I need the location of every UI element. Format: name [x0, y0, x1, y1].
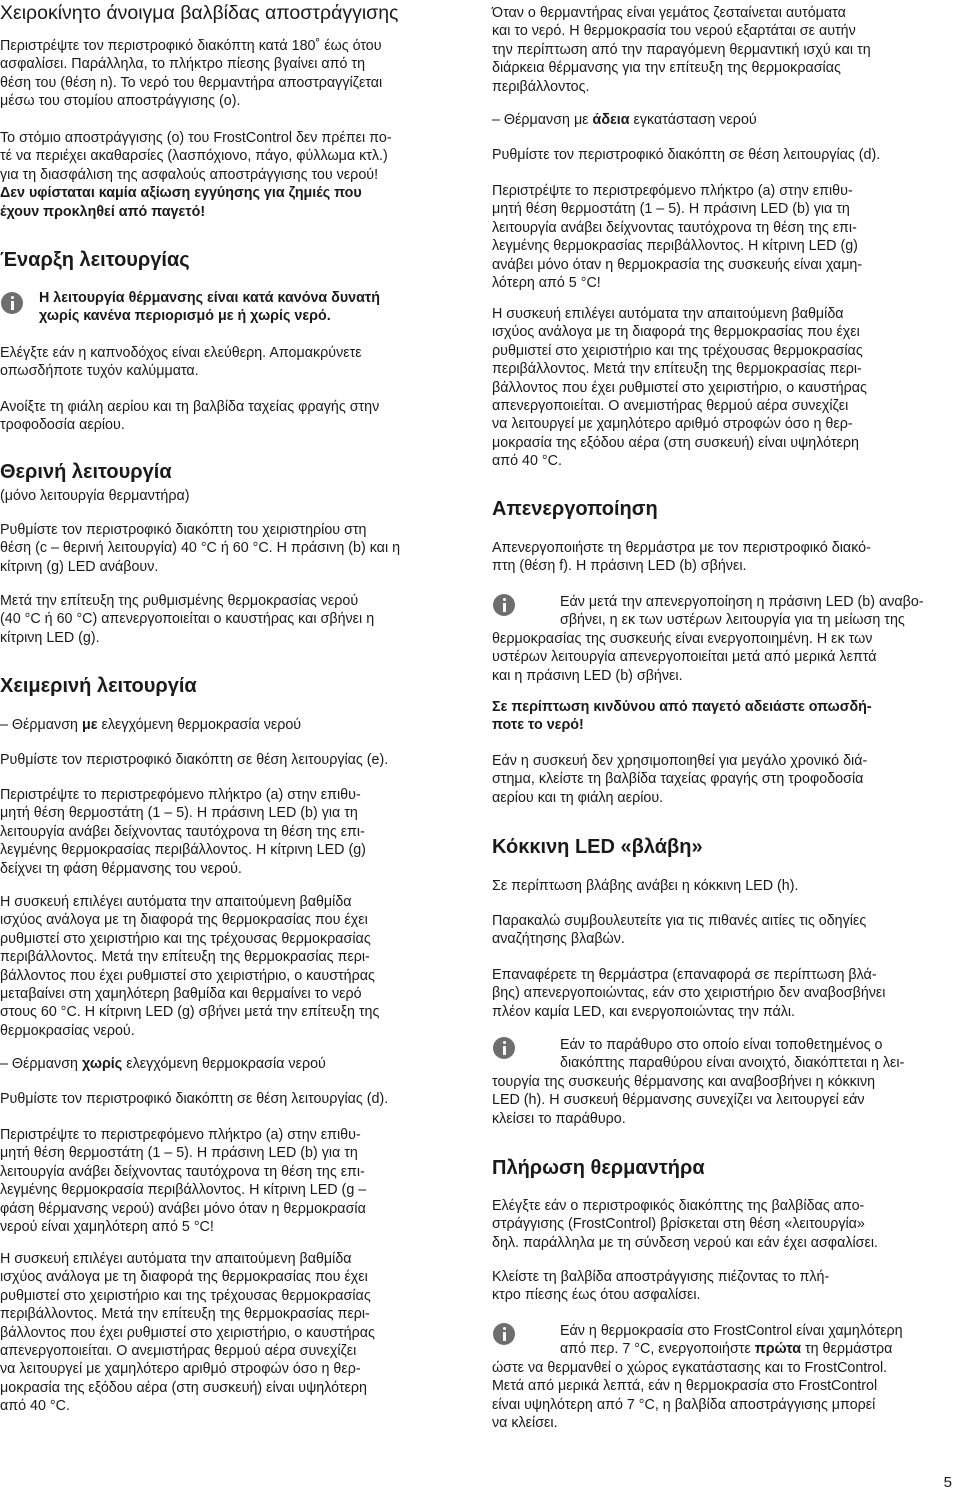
note-low-temperature: Εάν η θερμοκρασία στο FrostControl είναι χαμηλότερη από περ. 7 °C, ενεργοποιήστε πρώτα τη θερμάστρα ώστε να θερμανθεί ο χώρος εγκατάστασης και το FrostControl. Μετά από μερικά λεπτά, εάν η θερμοκρασία στο FrostControl είναι υψηλότερη από 7 °C, η βαλβίδα αποστράγγισης μπορεί να κλείσει.: [492, 1323, 903, 1432]
heading-red-led: Κόκκινη LED «βλάβη»: [492, 836, 703, 858]
paragraph-set-position-d: Ρυθμίστε τον περιστροφικό διακόπτη σε θέση λειτουργίας (d).: [0, 1091, 389, 1107]
paragraph-check-frostcontrol: Ελέγξτε εάν ο περιστροφικός διακόπτης της βαλβίδας απο- στράγγισης (FrostControl) βρίσκεται στη θέση «λειτουργία» δηλ. παράλληλα με τη σύνδεση νερού και εάν έχει ασφαλίσει.: [492, 1198, 879, 1251]
paragraph-auto-power-e: Η συσκευή επιλέγει αυτόματα την απαιτούμενη βαθμίδα ισχύος ανάλογα με τη διαφορά της θερμοκρασίας που έχει ρυθμιστεί στο χειριστήριο και της τρέχουσας θερμοκρασίας περιβάλλοντος. Μετά την επίτευξη της θερμοκρασίας περι- βάλλοντος που έχει ρυθμιστεί στο χειριστήριο, ο καυστήρας μεταβαίνει στη χαμηλότερη βαθμίδα και θερμαίνει το νερό στους 60 °C. Η κίτρινη LED (g) σβήνει μετά την επίτευξη της θερμοκρασίας νερού.: [0, 894, 380, 1039]
heading-manual-drain: Χειροκίνητο άνοιγμα βαλβίδας αποστράγγισης: [0, 2, 399, 24]
note-start-operation: Η λειτουργία θέρμανσης είναι κατά κανόνα δυνατή χωρίς κανένα περιορισμό με ή χωρίς νερό.: [39, 290, 381, 325]
paragraph-open-gas: Ανοίξτε τη φιάλη αερίου και τη βαλβίδα ταχείας φραγής στην τροφοδοσία αερίου.: [0, 399, 380, 434]
heading-switch-off: Απενεργοποίηση: [492, 498, 658, 520]
heading-winter-operation: Χειμερινή λειτουργία: [0, 675, 197, 697]
paragraph-summer-reached: Μετά την επίτευξη της ρυθμισμένης θερμοκρασίας νερού (40 °C ή 60 °C) απενεργοποιείται ο καυστήρας και σβήνει η κίτρινη LED (g).: [0, 593, 375, 646]
winter-mode-without-water: – Θέρμανση χωρίς ελεγχόμενη θερμοκρασία νερού: [0, 1056, 326, 1072]
paragraph-thermostat-d: Περιστρέψτε το περιστρεφόμενο πλήκτρο (a) στην επιθυ- μητή θέση θερμοστάτη (1 – 5). Η πράσινη LED (b) για τη λειτουργία ανάβει δείχνοντας ταυτόχρονα τη θέση της επι- λεγμένης θερμοκρασία περιβάλλοντος. Η κίτρινη LED (g – φάση θέρμανσης νερού) ανάβει μόνο όταν η θερμοκρασία νερού είναι χαμηλότερη από 5 °C!: [0, 1127, 367, 1236]
paragraph-water-heating: Όταν ο θερμαντήρας είναι γεμάτος ζεσταίνεται αυτόματα και το νερό. Η θερμοκρασία του νερού εξαρτάται σε αυτήν την περίπτωση από την παραγόμενη θερμαντική ισχύ και τη διάρκεια θέρμανσης για την επίτευξη της θερμοκρασίας περιβάλλοντος.: [492, 5, 871, 95]
winter-mode-with-water: – Θέρμανση με ελεγχόμενη θερμοκρασία νερού: [0, 717, 302, 733]
paragraph-red-led: Σε περίπτωση βλάβης ανάβει η κόκκινη LED (h).: [492, 878, 799, 894]
warning-frost-drain: Σε περίπτωση κινδύνου από παγετό αδειάστε οπωσδή- ποτε το νερό!: [492, 699, 872, 734]
note-after-run: Εάν μετά την απενεργοποίηση η πράσινη LED (b) αναβο- σβήνει, η εκ των υστέρων λειτουργία για τη μείωση της θερμοκρασίας της συσκευής είναι ενεργοποιημένη. Η εκ των υστέρων λειτουργία απενεργοποιείται μετά από μερικά λεπτά και η πράσινη LED (b) σβήνει.: [492, 594, 924, 684]
note-window-switch: Εάν το παράθυρο στο οποίο είναι τοποθετημένος ο διακόπτης παραθύρου είναι ανοιχτό, διακόπτεται η λει- τουργία της συσκευής θέρμανσης και αναβοσβήνει η κόκκινη LED (h). Η συσκευή θέρμανσης συνεχίζει να λειτουργεί εάν κλείσει το παράθυρο.: [492, 1037, 905, 1127]
winter-mode-empty: – Θέρμανση με άδεια εγκατάσταση νερού: [492, 112, 757, 128]
paragraph-summer-setting: Ρυθμίστε τον περιστροφικό διακόπτη του χειριστηρίου στη θέση (c – θερινή λειτουργία) 40 °C ή 60 °C. Η πράσινη (b) και η κίτρινη (g) LED ανάβουν.: [0, 522, 401, 575]
paragraph-thermostat-empty: Περιστρέψτε το περιστρεφόμενο πλήκτρο (a) στην επιθυ- μητή θέση θερμοστάτη (1 – 5). Η πράσινη LED (b) για τη λειτουργία ανάβει δείχνοντας ταυτόχρονα τη θέση της επι- λεγμένης θερμοκρασίας περιβάλλοντος. Η κίτρινη LED (g) ανάβει μόνο όταν η θερμοκρασία της συσκευής είναι χαμη- λότερη από 5 °C!: [492, 183, 863, 292]
paragraph-long-unused: Εάν η συσκευή δεν χρησιμοποιηθεί για μεγάλο χρονικό διά- στημα, κλείστε τη βαλβίδα ταχείας φραγής στη τροφοδοσία αερίου και τη φιάλη αερίου.: [492, 753, 868, 806]
heading-start-operation: Έναρξη λειτουργίας: [0, 249, 190, 271]
paragraph-close-drain: Κλείστε τη βαλβίδα αποστράγγισης πιέζοντας το πλή- κτρο πίεσης έως ότου ασφαλίσει.: [492, 1269, 830, 1304]
paragraph-switch-off: Απενεργοποιήστε τη θερμάστρα με τον περιστροφικό διακό- πτη (θέση f). Η πράσινη LED (b) σβήνει.: [492, 540, 871, 575]
heading-summer-operation: Θερινή λειτουργία: [0, 461, 172, 483]
page-number: 5: [943, 1474, 952, 1491]
paragraph-reset: Επαναφέρετε τη θερμάστρα (επαναφορά σε περίπτωση βλά- βης) απενεργοποιώντας, εάν στο χειριστήριο δεν αναβοσβήνει πλέον καμία LED, και ενεργοποιώντας την πάλι.: [492, 967, 886, 1020]
paragraph-thermostat-e: Περιστρέψτε το περιστρεφόμενο πλήκτρο (a) στην επιθυ- μητή θέση θερμοστάτη (1 – 5). Η πράσινη LED (b) για τη λειτουργία ανάβει δείχνοντας ταυτόχρονα τη θέση της επι- λεγμένης θερμοκρασίας περιβάλλοντος. Η κίτρινη LED (g) δείχνει τη φάση θέρμανσης του νερού.: [0, 787, 366, 877]
paragraph-auto-power-d: Η συσκευή επιλέγει αυτόματα την απαιτούμενη βαθμίδα ισχύος ανάλογα με τη διαφορά της θερμοκρασίας που έχει ρυθμιστεί στο χειριστήριο και της τρέχουσας θερμοκρασίας περιβάλλοντος. Μετά την επίτευξη της θερμοκρασίας περι- βάλλοντος που έχει ρυθμιστεί στο χειριστήριο, ο καυστήρας απενεργοποιείται. Ο ανεμιστήρας θερμού αέρα συνεχίζει να λειτουργεί με χαμηλότερο αριθμό στροφών όσο η θερ- μοκρασία της εξόδου αέρα (στη συσκευή) είναι υψηλότερη από 40 °C.: [0, 1251, 375, 1415]
paragraph-auto-power-empty: Η συσκευή επιλέγει αυτόματα την απαιτούμενη βαθμίδα ισχύος ανάλογα με τη διαφορά της θερμοκρασίας που έχει ρυθμιστεί στο χειριστήριο και της τρέχουσας θερμοκρασίας περιβάλλοντος. Μετά την επίτευξη της θερμοκρασίας περι- βάλλοντος που έχει ρυθμιστεί στο χειριστήριο, ο καυστήρας απενεργοποιείται. Ο ανεμιστήρας θερμού αέρα συνεχίζει να λειτουργεί με χαμηλότερο αριθμό στροφών όσο η θερ- μοκρασία της εξόδου αέρα (στη συσκευή) είναι υψηλότερη από 40 °C.: [492, 306, 867, 470]
info-icon: [1, 292, 23, 314]
paragraph-rotate-switch: Περιστρέψτε τον περιστροφικό διακόπτη κατά 180˚ έως ότου ασφαλίσει. Παράλληλα, το πλήκτρο πίεσης βγαίνει από τη θέση του (θέση n). Το νερό του θερμαντήρα αποστραγγίζεται μέσω του στομίου αποστράγγισης (ο).: [0, 38, 383, 110]
paragraph-set-position-e: Ρυθμίστε τον περιστροφικό διακόπτη σε θέση λειτουργίας (e).: [0, 752, 389, 768]
paragraph-drain-outlet: Το στόμιο αποστράγγισης (ο) του FrostControl δεν πρέπει πο- τέ να περιέχει ακαθαρσίες (λασπόχιονο, πάγο, φύλλωμα κτλ.) για τη διασφάλιση της ασφαλούς αποστράγγισης του νερού! Δεν υφίσταται καμία αξίωση εγγύησης για ζημιές που έχουν προκληθεί από παγετό!: [0, 130, 392, 220]
heading-fill-heater: Πλήρωση θερμαντήρα: [492, 1157, 705, 1179]
summer-subtitle: (μόνο λειτουργία θερμαντήρα): [0, 488, 190, 504]
paragraph-check-chimney: Ελέγξτε εάν η καπνοδόχος είναι ελεύθερη. Απομακρύνετε οπωσδήποτε τυχόν καλύμματα.: [0, 345, 362, 380]
paragraph-set-position-d-empty: Ρυθμίστε τον περιστροφικό διακόπτη σε θέση λειτουργίας (d).: [492, 147, 881, 163]
paragraph-troubleshooting: Παρακαλώ συμβουλευτείτε για τις πιθανές αιτίες τις οδηγίες αναζήτησης βλαβών.: [492, 913, 867, 948]
